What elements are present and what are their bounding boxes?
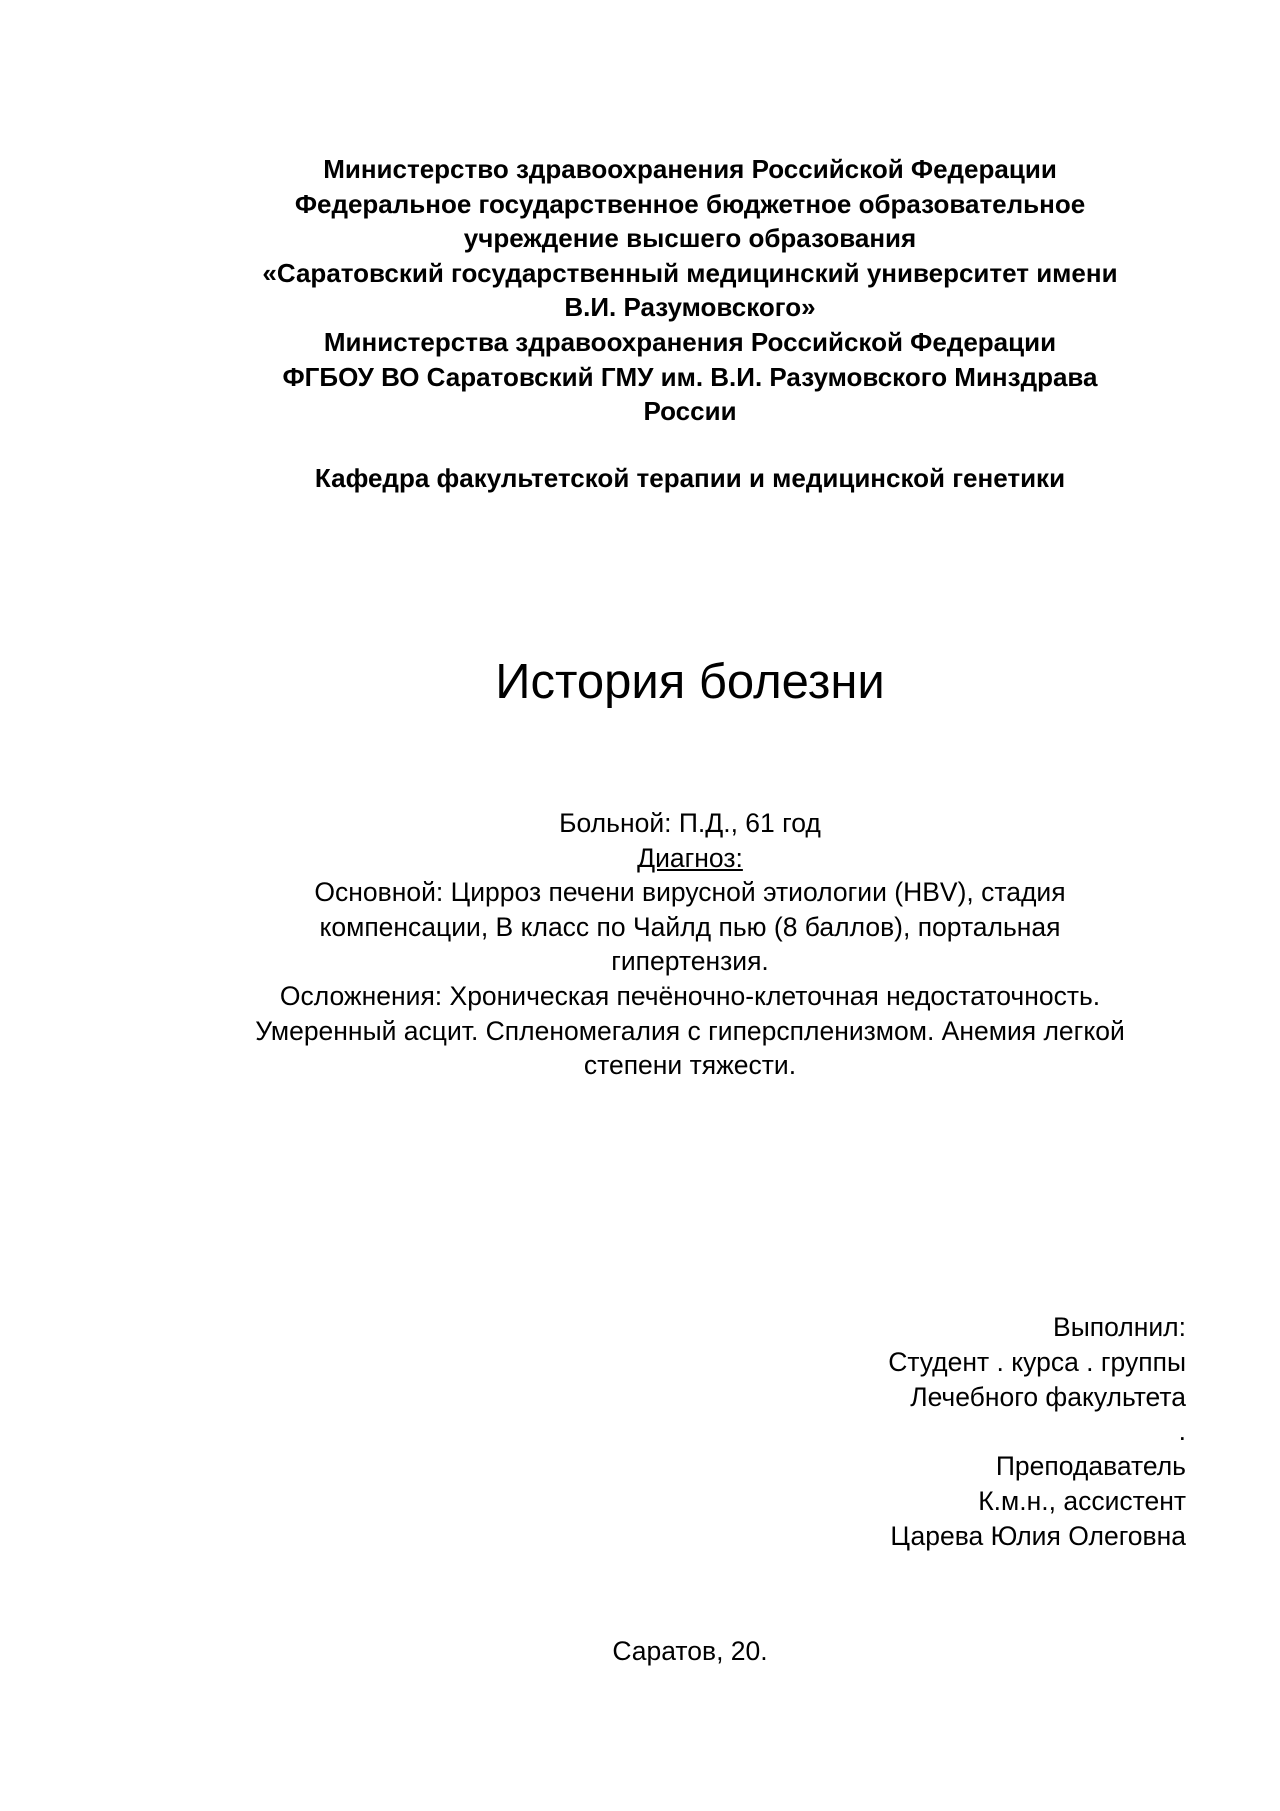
main-diagnosis-line: Основной: Цирроз печени вирусной этиологии (HBV), стадия <box>314 877 1066 908</box>
signature-line: Преподаватель <box>995 1451 1186 1482</box>
signature-line: . <box>1178 1416 1186 1447</box>
city-year-footer: Саратов, 20. <box>612 1636 768 1666</box>
document-title: История болезни <box>495 655 885 709</box>
department-name: Кафедра факультетской терапии и медицинской генетики <box>314 463 1066 493</box>
main-diagnosis-line: гипертензия. <box>611 946 769 977</box>
diagnosis-label: Диагноз: <box>637 842 743 873</box>
patient-line: Больной: П.Д., 61 год <box>559 808 821 838</box>
signature-line: Выполнил: <box>1053 1312 1186 1342</box>
header-line: Министерство здравоохранения Российской Федерации <box>323 154 1057 184</box>
header-line: «Саратовский государственный медицинский университет имени <box>262 257 1118 288</box>
institution-header <box>190 152 1190 429</box>
complication-line: степени тяжести. <box>583 1050 797 1081</box>
signature-line: Лечебного факультета <box>910 1381 1186 1412</box>
diagnosis-label-row <box>190 841 1190 876</box>
header-line: ФГБОУ ВО Саратовский ГМУ им. В.И. Разумовского Минздрава <box>282 361 1098 392</box>
signature-line: К.м.н., ассистент <box>978 1485 1186 1516</box>
signature-line: Царева Юлия Олеговна <box>890 1520 1186 1551</box>
patient-diagnosis-block <box>190 806 1190 1083</box>
signature-line: Студент . курса . группы <box>888 1346 1186 1377</box>
complication-line: Осложнения: Хроническая печёночно-клеточная недостаточность. <box>279 980 1101 1011</box>
header-line: учреждение высшего образования <box>463 223 917 254</box>
header-line: Федеральное государственное бюджетное образовательное <box>294 188 1086 219</box>
header-line: России <box>643 396 737 427</box>
header-line: В.И. Разумовского» <box>564 292 816 323</box>
complication-line: Умеренный асцит. Спленомегалия с гиперспленизмом. Анемия легкой <box>255 1015 1125 1046</box>
main-diagnosis-line: компенсации, В класс по Чайлд пью (8 баллов), портальная <box>319 911 1061 942</box>
header-line: Министерства здравоохранения Российской Федерации <box>323 326 1057 357</box>
signature-block <box>586 1310 1186 1554</box>
